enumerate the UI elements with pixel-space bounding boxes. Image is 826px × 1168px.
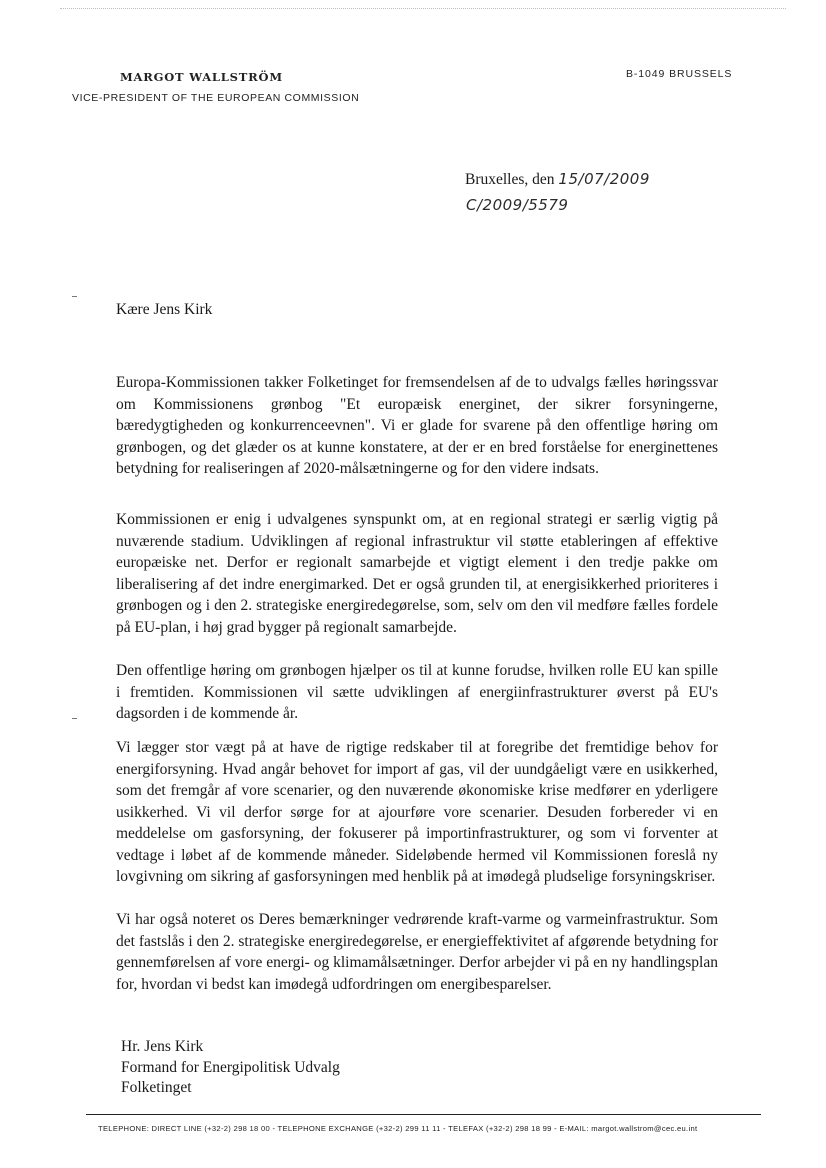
paragraph: Vi har også noteret os Deres bemærkninger vedrørende kraft-varme og varmeinfrastruktur. Som det fastslås i den 2. strategiske energiredegørelse, er energieffektivitet af afgørende betydning for gennemførelsen af vore energi- og klimamålsætninger. Derfor arbejder vi på en ny handlingsplan for, hvordan vi bedst kan imødegå udfordringen om energibesparelser. xyxy=(116,911,718,993)
recipient-organization: Folketinget xyxy=(121,1079,192,1096)
handwritten-reference: C/2009/5579 xyxy=(466,196,569,214)
salutation: Kære Jens Kirk xyxy=(116,301,213,318)
paragraph: Vi lægger stor vægt på at have de rigtige redskaber til at foregribe det fremtidige behov for energiforsyning. Hvad angår behovet for import af gas, vil der uundgåeligt være en usikkerhed, som det fremgår af vore scenarier, og den nuværende økonomiske krise medfører en yderligere usikkerhed. Vi vil derfor sørge for at ajourføre vore scenarier. Desuden forbereder vi en meddelelse om gasforsyning, der fokuserer på importinfrastrukturer, og som vi forventer at vedtage i løbet af de kommende måneder. Sideløbende hermed vil Kommissionen foreslå ny lovgivning om sikring af gasforsyningen med henblik på at imødegå pludselige forsyningskriser. xyxy=(116,739,718,885)
dateline-prefix: Bruxelles, den xyxy=(465,171,555,188)
footer-rule xyxy=(86,1114,761,1115)
paragraph: Den offentlige høring om grønbogen hjælper os til at kunne forudse, hvilken rolle EU kan spille i fremtiden. Kommissionen vil sætte udviklingen af energiinfrastrukturer øverst på EU's dagsorden i de kommende år. xyxy=(116,662,718,722)
recipient-name: Hr. Jens Kirk xyxy=(121,1038,204,1055)
dateline xyxy=(465,170,650,189)
recipient-block xyxy=(121,1037,340,1099)
scan-edge-line xyxy=(60,8,786,9)
sender-name: MARGOT WALLSTRÖM xyxy=(120,70,283,84)
footer-contact: TELEPHONE: DIRECT LINE (+32-2) 298 18 00 - TELEPHONE EXCHANGE (+32-2) 299 11 11 - TELEFAX (+32-2) 298 18 99 - E-MAIL: margot.wallstrom@cec.eu.int xyxy=(98,1124,698,1133)
handwritten-date: 15/07/2009 xyxy=(558,170,650,188)
recipient-position: Formand for Energipolitisk Udvalg xyxy=(121,1058,340,1076)
paragraph: Kommissionen er enig i udvalgenes synspunkt om, at en regional strategi er særlig vigtig på nuværende stadium. Udviklingen af regional infrastruktur vil støtte etableringen af effektive europæiske net. Derfor er regionalt samarbejde et vigtigt element i den tredje pakke om liberalisering af det indre energimarked. Det er også grunden til, at energisikkerhed prioriteres i grønbogen og i den 2. strategiske energiredegørelse, som, selv om den vil medføre fælles fordele på EU-plan, i høj grad bygger på regionalt samarbejde. xyxy=(116,511,718,636)
punch-mark xyxy=(72,718,77,719)
sender-address: B-1049 BRUSSELS xyxy=(626,68,733,80)
sender-title: VICE-PRESIDENT OF THE EUROPEAN COMMISSION xyxy=(72,92,360,104)
punch-mark xyxy=(72,296,77,297)
paragraph: Europa-Kommissionen takker Folketinget for fremsendelsen af de to udvalgs fælles høringssvar om Kommissionens grønbog "Et europæisk energinet, der sikrer forsyningerne, bæredygtigheden og konkurrenceevnen". Vi er glade for svarene på den offentlige høring om grønbogen, og det glæder os at kunne konstatere, at der er en bred forståelse for energinettenes betydning for realiseringen af 2020-målsætningerne og for den videre indsats. xyxy=(116,374,718,477)
